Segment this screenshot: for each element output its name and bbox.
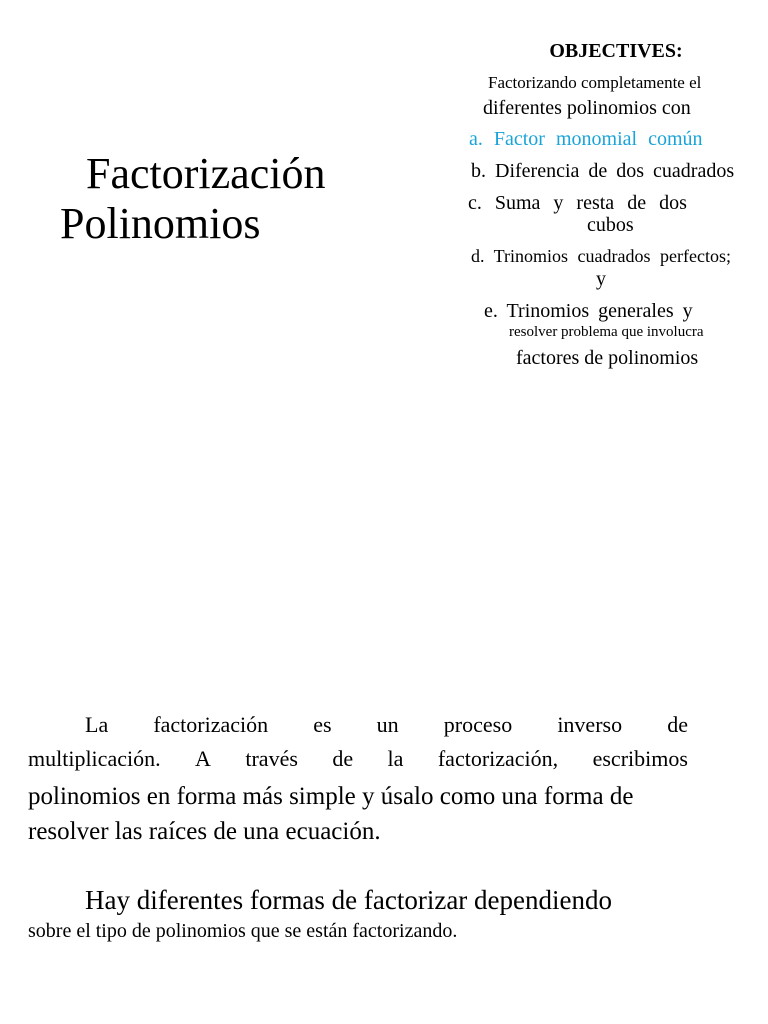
objectives-intro-line-2: diferentes polinomios con xyxy=(483,97,691,119)
paragraph-1-line-1 xyxy=(28,710,688,740)
word: un xyxy=(376,712,399,737)
title-line-2: Polinomios xyxy=(60,199,261,248)
objective-item-a: a. Factor monomial común xyxy=(469,128,703,150)
word: factorización, xyxy=(437,746,559,771)
word: factorización xyxy=(153,712,269,737)
objective-item-c-continuation: cubos xyxy=(587,214,634,236)
paragraph-1-line-4: resolver las raíces de una ecuación. xyxy=(28,818,381,845)
objective-item-c: c. Suma y resta de dos xyxy=(468,192,687,214)
word: La xyxy=(85,712,109,737)
word: inverso xyxy=(557,712,623,737)
word: A xyxy=(195,746,211,771)
paragraph-2-line-2: sobre el tipo de polinomios que se están factorizando. xyxy=(28,920,458,942)
title-line-1: Factorización xyxy=(86,149,326,198)
objective-item-e-continuation-1: resolver problema que involucra xyxy=(509,324,704,340)
paragraph-1-line-2 xyxy=(28,744,688,774)
word: proceso xyxy=(443,712,513,737)
objective-item-e: e. Trinomios generales y xyxy=(484,300,693,322)
word: de xyxy=(332,746,354,771)
word: escribimos xyxy=(592,746,688,771)
word: multiplicación. xyxy=(28,746,161,771)
objectives-heading: OBJECTIVES: xyxy=(549,40,683,62)
objective-item-e-continuation-2: factores de polinomios xyxy=(516,347,699,369)
word: es xyxy=(313,712,332,737)
objectives-intro-line-1: Factorizando completamente el xyxy=(488,73,702,92)
paragraph-2-line-1: Hay diferentes formas de factorizar dependiendo xyxy=(85,885,613,915)
word: de xyxy=(667,712,688,737)
objective-item-d: d. Trinomios cuadrados perfectos; xyxy=(471,246,731,266)
objective-item-b: b. Diferencia de dos cuadrados xyxy=(471,160,735,182)
word: la xyxy=(387,746,404,771)
word: través xyxy=(245,746,298,771)
objective-item-d-continuation: y xyxy=(596,268,606,290)
paragraph-1-line-3: polinomios en forma más simple y úsalo como una forma de xyxy=(28,783,634,810)
